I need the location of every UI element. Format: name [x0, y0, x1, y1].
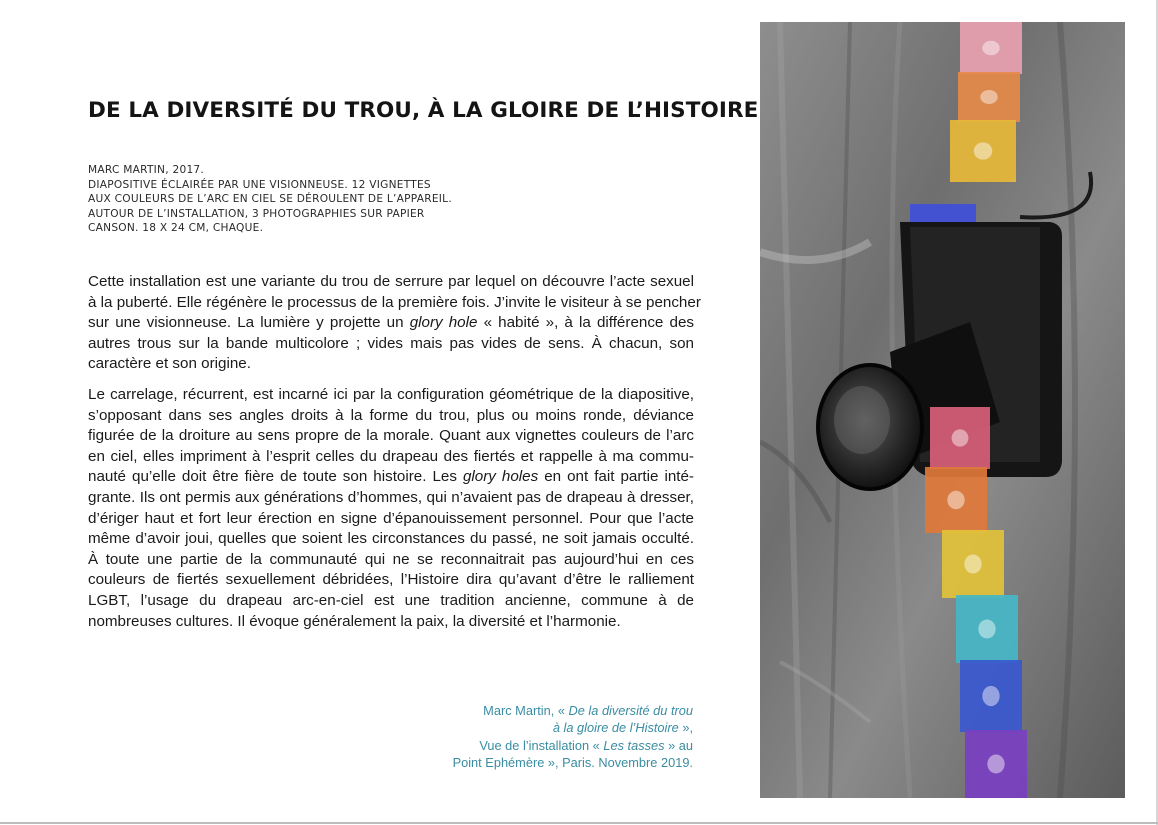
strip-hole: [980, 90, 997, 104]
strip-hole: [978, 619, 995, 638]
italic-term: glory holes: [462, 468, 539, 486]
text-line: figurée de la droiture au sens propre de la morale. Quant aux vignettes couleurs de l’arc: [88, 427, 694, 445]
caption-line: Point Ephémère », Paris. Novembre 2019.: [452, 755, 693, 771]
paragraph-2: [88, 385, 694, 632]
text-line: autres trous sur la bande multicolore ; vides mais pas vides de sens. À chacun, son: [88, 334, 694, 352]
credit-line: CANSON. 18 X 24 CM, CHAQUE.: [88, 222, 264, 235]
text-line: [88, 313, 694, 334]
caption-line: [393, 737, 693, 754]
italic-term: De la diversité du trou: [568, 703, 693, 718]
text-run: Marc Martin, «: [483, 703, 569, 718]
text-line: à la puberté. Elle régénère le processus de la première fois. J’invite le visiteur à se pencher: [88, 293, 701, 311]
italic-term: à la gloire de l’Histoire: [552, 720, 679, 736]
text-run: »,: [678, 720, 693, 736]
text-run: sur une visionneuse. La lumière y projette un: [88, 314, 410, 332]
page-title: DE LA DIVERSITÉ DU TROU, À LA GLOIRE DE L’HISTOIRE: [88, 98, 759, 123]
italic-term: Les tasses: [603, 737, 665, 753]
text-line: LGBT, l’usage du drapeau arc-en-ciel est une tradition ancienne, commune à de: [88, 591, 694, 609]
text-line: À toute une partie de la communauté qui ne se reconnaitrait pas aujourd’hui en ces: [88, 550, 694, 568]
text-line: caractère et son origine.: [88, 355, 251, 373]
strip-hole: [987, 754, 1004, 773]
text-line: [88, 467, 694, 488]
strip-hole: [947, 491, 964, 509]
italic-term: glory hole: [409, 314, 478, 332]
text-line: Le carrelage, récurrent, est incarné ici par la configuration géométrique de la diapositive,: [88, 385, 694, 403]
artwork-credits: [88, 163, 458, 236]
text-line: même d’avoir joui, quelles que soient les circonstances du passé, ne soit jamais occulté.: [88, 530, 694, 548]
strip-hole: [974, 142, 992, 159]
page-bottom-rule: [0, 822, 1158, 824]
installation-photo: [760, 22, 1125, 798]
credit-line: DIAPOSITIVE ÉCLAIRÉE PAR UNE VISIONNEUSE. 12 VIGNETTES: [88, 178, 431, 191]
installation-photo-drawing: [760, 22, 1125, 798]
text-run: en ont fait partie inté-: [538, 468, 694, 486]
strip-hole: [964, 554, 981, 573]
caption-line: [393, 702, 693, 719]
strip-hole: [952, 429, 969, 446]
photo-caption: [393, 702, 693, 772]
credit-line: AUTOUR DE L’INSTALLATION, 3 PHOTOGRAPHIES SUR PAPIER: [88, 207, 425, 220]
paragraph-1: [88, 272, 701, 375]
strip-hole: [982, 686, 999, 706]
credit-line: AUX COULEURS DE L’ARC EN CIEL SE DÉROULENT DE L’APPAREIL.: [88, 193, 452, 206]
text-run: » au: [664, 737, 693, 753]
text-line: s’opposant dans ses angles droits à la forme du trou, plus ou moins ronde, déviance: [88, 406, 694, 424]
text-run: « habité », à la différence des: [477, 314, 694, 332]
text-run: nauté qu’elle doit être fière de toute son histoire. Les: [88, 468, 463, 486]
body-text: [88, 272, 701, 642]
text-line: Cette installation est une variante du trou de serrure par lequel on découvre l’acte sexuel: [88, 273, 694, 290]
text-run: Vue de l’installation «: [479, 737, 604, 753]
text-line: couleurs de fiertés sexuellement débridées, l’Histoire dira qu’avant d’être le ralliement: [88, 571, 694, 589]
text-line: grante. Ils ont permis aux générations d’hommes, qui n’avaient pas de drapeau à dresser,: [88, 488, 694, 506]
text-line: en ciel, elles impriment à l’esprit celles du drapeau des fiertés et rappelle à ma commu-: [88, 447, 694, 465]
caption-line: [393, 719, 693, 736]
text-line: d’ériger haut et fort leur érection en signe d’épanouissement personnel. Pour que l’acte: [88, 509, 694, 527]
strip-hole: [982, 41, 999, 56]
text-line: nombreuses cultures. Il évoque généralement la paix, la diversité et l’harmonie.: [88, 612, 621, 630]
credit-line: MARC MARTIN, 2017.: [88, 164, 205, 176]
